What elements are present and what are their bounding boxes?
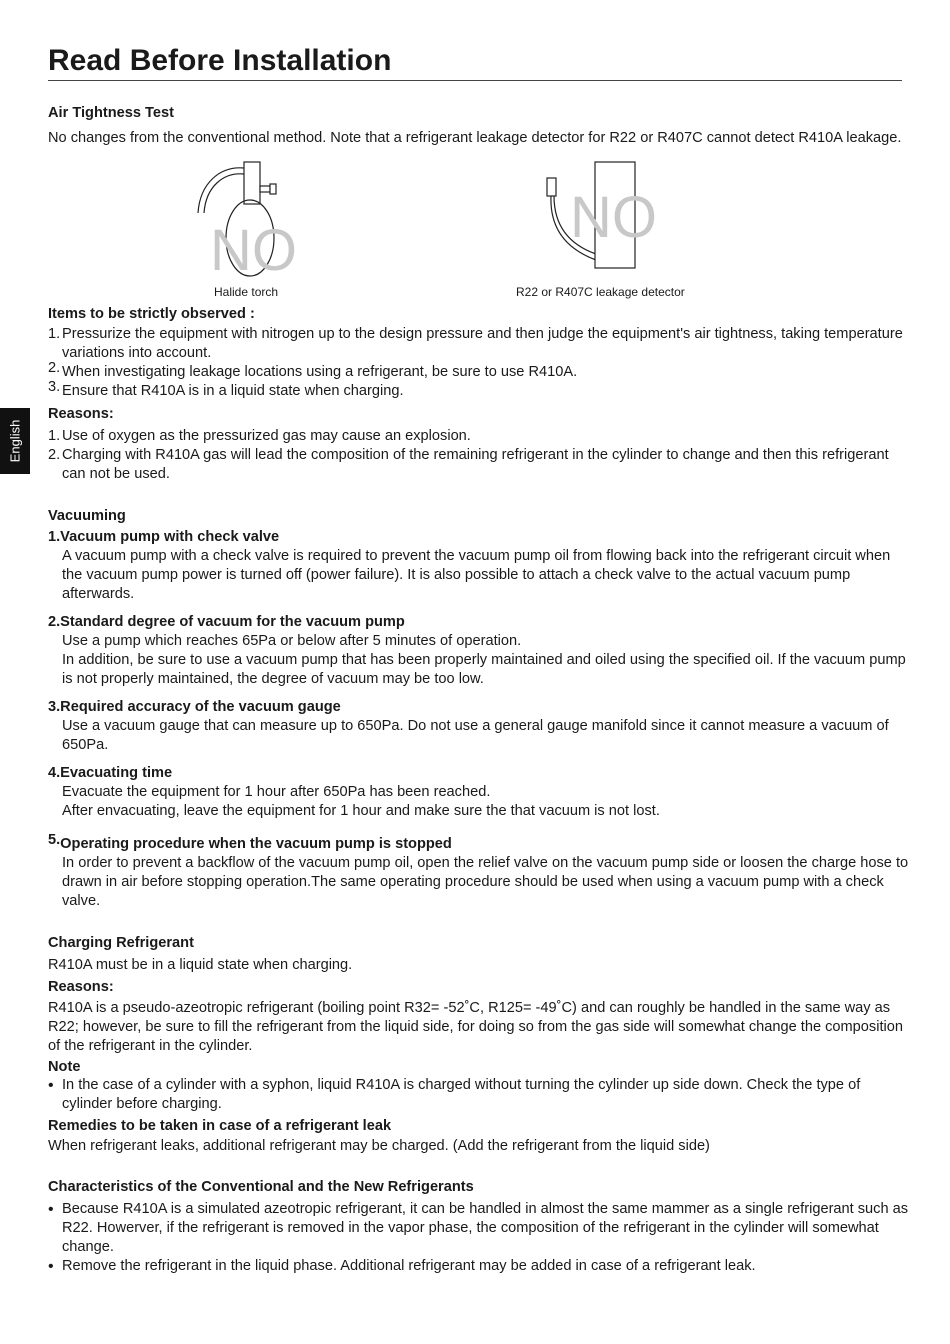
note-heading: Note <box>48 1059 81 1075</box>
vacuum-section-title: 3.Required accuracy of the vacuum gauge <box>48 699 341 715</box>
title-divider <box>48 80 902 81</box>
vacuum-section-text: A vacuum pump with a check valve is required to prevent the vacuum pump oil from flowing back into the refrigerant circuit when the vacuum pump power is turned off (power failure). It is also possible to attach a check valve to the actual vacuum pump afterwards. <box>62 548 891 602</box>
remedies-heading: Remedies to be taken in case of a refrigerant leak <box>48 1118 392 1134</box>
air-tightness-heading: Air Tightness Test <box>48 105 174 121</box>
vacuum-section-text: In order to prevent a backflow of the vacuum pump oil, open the relief valve on the vacuum pump side or loosen the charge hose to drawn in air before stopping operation.The same operating procedure should be used when using a vacuum pump with a check valve. <box>62 855 909 909</box>
characteristics-bullet: • Remove the refrigerant in the liquid phase. Additional refrigerant may be added in case of a refrigerant leak. <box>48 1258 756 1275</box>
list-item: 1. Use of oxygen as the pressurized gas may cause an explosion. <box>48 428 471 444</box>
charging-reasons-text: R410A is a pseudo-azeotropic refrigerant (boiling point R32= -52˚C, R125= -49˚C) and can roughly be handled in the same way as R22; however, be sure to fill the refrigerant from the liquid side, for doing so from the gas side will somewhat change the composition of the refrigerant in the cylinder. <box>48 1000 903 1054</box>
note-bullet: • In the case of a cylinder with a syphon, liquid R410A is charged without turning the cylinder up side down. Check the type of cylinder before charging. <box>48 1077 861 1112</box>
items-observed-heading: Items to be strictly observed : <box>48 306 255 322</box>
halide-torch-label: Halide torch <box>214 285 279 299</box>
vacuum-section-text: Evacuate the equipment for 1 hour after 650Pa has been reached. <box>62 784 491 800</box>
vacuum-section-title: 5.Operating procedure when the vacuum pump is stopped <box>48 832 452 852</box>
no-stamp: NO <box>570 185 657 250</box>
characteristics-heading: Characteristics of the Conventional and the New Refrigerants <box>48 1179 474 1195</box>
characteristics-bullet: • Because R410A is a simulated azeotropic refrigerant, it can be handled in almost the same mammer as a single refrigerant such as R22. Howerver, if the refrigerant is removed in the vapor phase, the composition of the refrigerant in the cylinder will somewhat change. <box>48 1201 909 1255</box>
vacuum-section-title: 2.Standard degree of vacuum for the vacuum pump <box>48 614 405 630</box>
leakage-detector-illustration <box>540 160 670 272</box>
charging-statement: R410A must be in a liquid state when charging. <box>48 957 353 973</box>
vacuum-section-text: Use a pump which reaches 65Pa or below after 5 minutes of operation. <box>62 633 522 649</box>
vacuum-section-text: In addition, be sure to use a vacuum pump that has been properly maintained and oiled using the specified oil. If the vacuum pump is not properly maintained, the degree of vacuum may be too low. <box>62 652 906 687</box>
vacuum-section-title: 4.Evacuating time <box>48 765 173 781</box>
list-item: 2. When investigating leakage locations using a refrigerant, be sure to use R410A. <box>48 360 578 380</box>
vacuum-section-title: 1.Vacuum pump with check valve <box>48 529 280 545</box>
halide-torch-illustration <box>190 158 310 283</box>
list-item: 3. Ensure that R410A is in a liquid state when charging. <box>48 379 404 399</box>
charging-heading: Charging Refrigerant <box>48 935 194 951</box>
language-tab-label: English <box>7 419 23 463</box>
reasons-heading: Reasons: <box>48 406 114 422</box>
page-title: Read Before Installation <box>48 44 392 77</box>
vacuum-section-text: Use a vacuum gauge that can measure up to 650Pa. Do not use a general gauge manifold since it cannot measure a vacuum of 650Pa. <box>62 718 889 753</box>
vacuuming-heading: Vacuuming <box>48 508 126 524</box>
list-item: 2. Charging with R410A gas will lead the composition of the remaining refrigerant in the cylinder to change and then this refrigerant can not be used. <box>48 447 889 482</box>
leakage-detector-label: R22 or R407C leakage detector <box>516 285 685 299</box>
vacuum-section-text: After envacuating, leave the equipment for 1 hour and make sure the that vacuum is not lost. <box>62 803 660 819</box>
remedies-text: When refrigerant leaks, additional refrigerant may be charged. (Add the refrigerant from the liquid side) <box>48 1138 710 1154</box>
air-tightness-intro: No changes from the conventional method. Note that a refrigerant leakage detector for R22 or R407C cannot detect R410A leakage. <box>48 130 902 146</box>
list-item: 1. Pressurize the equipment with nitrogen up to the design pressure and then judge the equipment's air tightness, taking temperature variations into account. <box>48 326 903 361</box>
charging-reasons-heading: Reasons: <box>48 979 114 995</box>
no-stamp: NO <box>210 218 297 283</box>
language-tab <box>0 408 30 474</box>
